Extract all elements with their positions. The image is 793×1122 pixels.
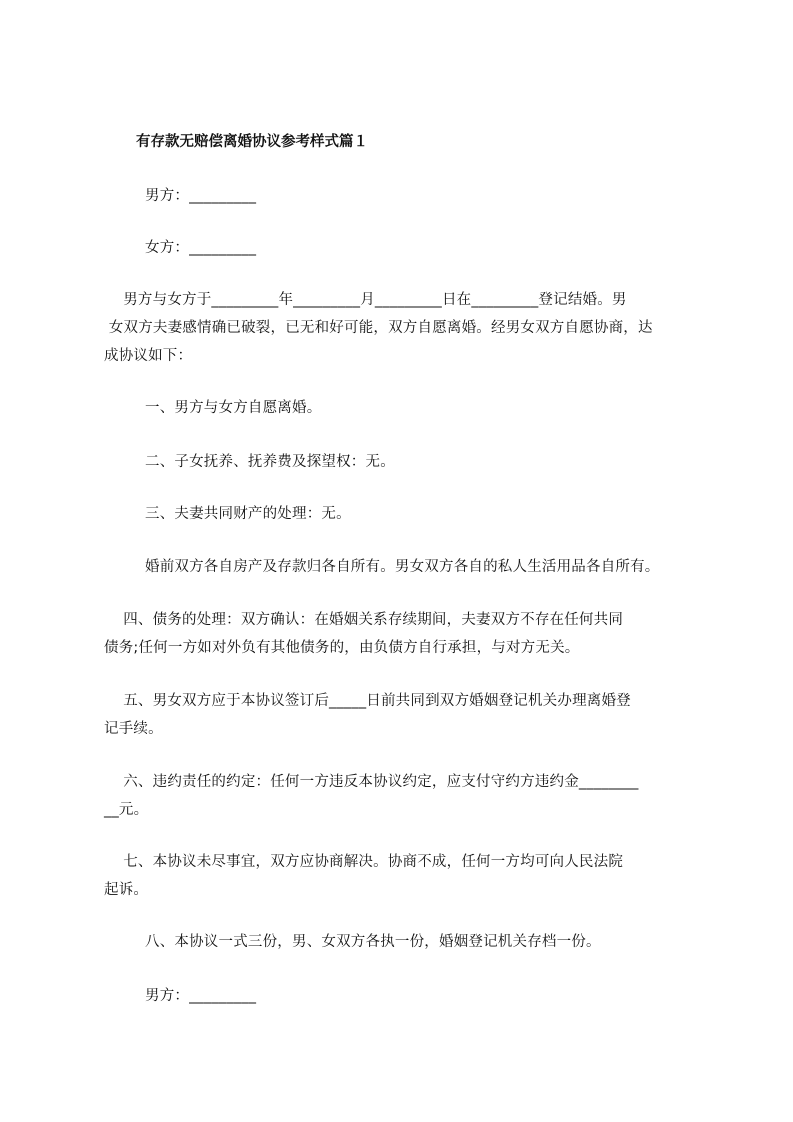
- intro-line-2: 女双方夫妻感情确已破裂，已无和好可能，双方自愿离婚。经男女双方自愿协商，达: [104, 320, 653, 336]
- clause-5-line-1: 五、男女双方应于本协议签订后_____日前共同到双方婚姻登记机关办理离婚登: [104, 693, 631, 709]
- clause-4-line-2: 债务;任何一方如对外负有其他债务的，由负债方自行承担，与对方无关。: [104, 640, 580, 656]
- wife-signature-line: 女方：_________: [145, 240, 257, 256]
- husband-signature-line-bottom: 男方：_________: [145, 988, 257, 1004]
- clause-1: 一、男方与女方自愿离婚。: [145, 400, 322, 416]
- clause-3-detail: 婚前双方各自房产及存款归各自所有。男女双方各自的私人生活用品各自所有。: [145, 559, 660, 575]
- document-title: 有存款无赔偿离婚协议参考样式篇１: [136, 134, 368, 150]
- clause-6-line-1: 六、违约责任的约定：任何一方违反本协议约定，应支付守约方违约金________: [104, 774, 639, 790]
- clause-7-line-2: 起诉。: [104, 882, 149, 898]
- clause-2: 二、子女抚养、抚养费及探望权：无。: [145, 454, 395, 470]
- clause-3: 三、夫妻共同财产的处理：无。: [145, 506, 351, 522]
- intro-line-1: 男方与女方于_________年_________月_________日在_________登记结婚。男: [104, 292, 627, 308]
- clause-7-line-1: 七、本协议未尽事宜，双方应协商解决。协商不成，任何一方均可向人民法院: [104, 854, 624, 870]
- husband-signature-line: 男方：_________: [145, 188, 257, 204]
- clause-8: 八、本协议一式三份，男、女双方各执一份，婚姻登记机关存档一份。: [145, 934, 601, 950]
- clause-6-line-2: __元。: [104, 802, 149, 818]
- intro-line-3: 成协议如下：: [104, 348, 193, 364]
- clause-5-line-2: 记手续。: [104, 721, 163, 737]
- clause-4-line-1: 四、债务的处理：双方确认：在婚姻关系存续期间，夫妻双方不存在任何共同: [104, 612, 624, 628]
